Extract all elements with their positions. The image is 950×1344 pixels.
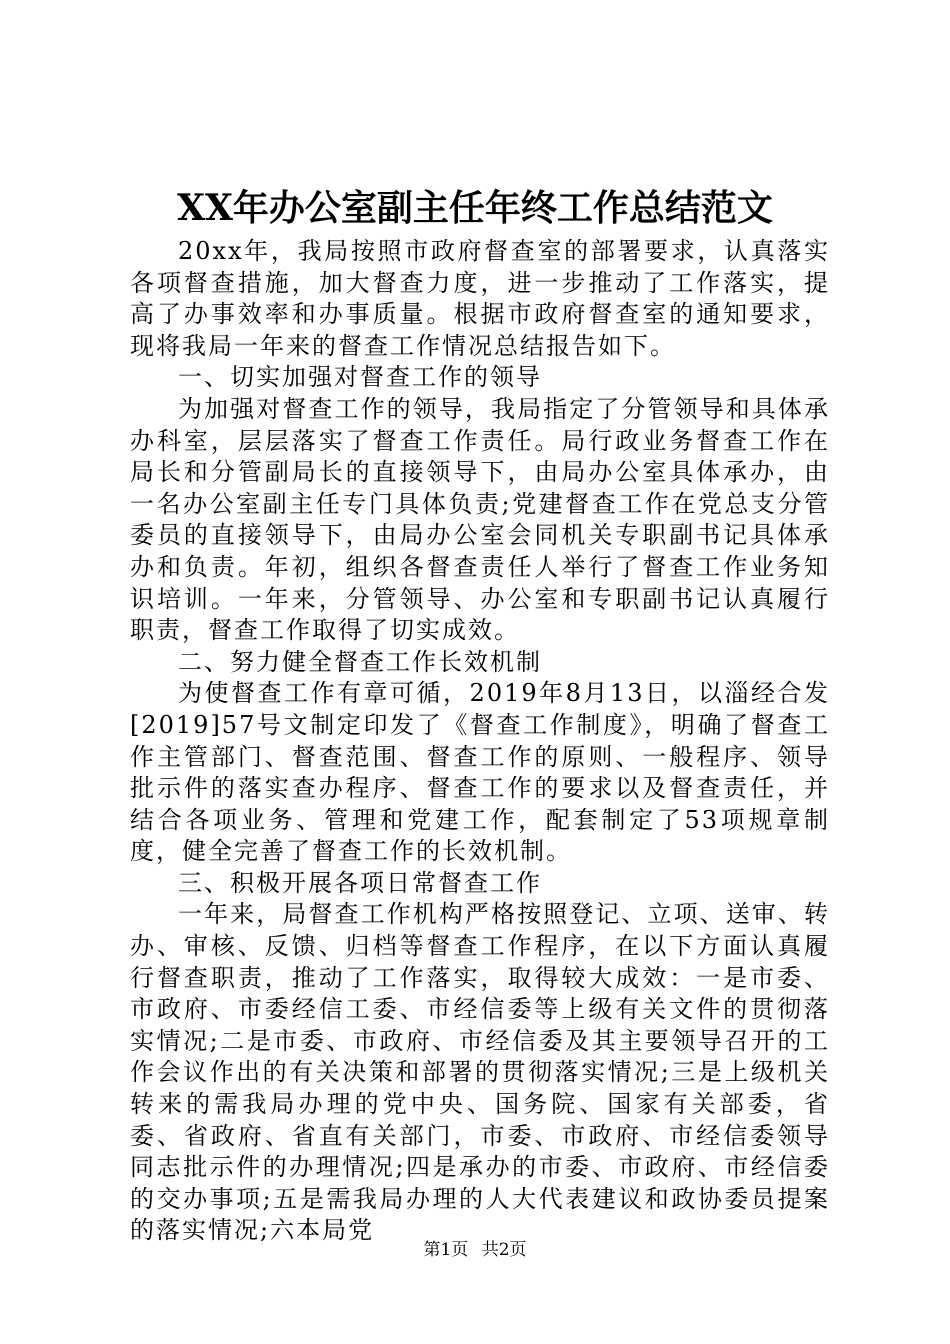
- section-heading-2: 二、努力健全督查工作长效机制: [178, 647, 542, 676]
- paragraph-intro: 20xx年，我局按照市政府督查室的部署要求，认真落实各项督查措施，加大督查力度，进一步推动了工作落实，提高了办事效率和办事质量。根据市政府督查室的通知要求，现将我局一年来的督查工作情况总结报告如下。: [130, 237, 830, 360]
- paragraph-section-3: 一年来，局督查工作机构严格按照登记、立项、送审、转办、审核、反馈、归档等督查工作程序，在以下方面认真履行督查职责，推动了工作落实，取得较大成效：一是市委、市政府、市委经信工委、市经信委等上级有关文件的贯彻落实情况;二是市委、市政府、市经信委及其主要领导召开的工作会议作出的有关决策和部署的贯彻落实情况;三是上级机关转来的需我局办理的党中央、国务院、国家有关部委，省委、省政府、省直有关部门，市委、市政府、市经信委领导同志批示件的办理情况;四是承办的市委、市政府、市经信委的交办事项;五是需我局办理的人大代表建议和政协委员提案的落实情况;六本局党: [130, 900, 830, 1245]
- page-footer: [0, 1238, 950, 1262]
- section-heading-3: 三、积极开展各项日常督查工作: [178, 868, 542, 897]
- page-number-total: 共2页: [481, 1240, 527, 1260]
- paragraph-section-2: 为使督查工作有章可循，2019年8月13日，以淄经合发[2019]57号文制定印发了《督查工作制度》，明确了督查工作主管部门、督查范围、督查工作的原则、一般程序、领导批示件的落实查办程序、督查工作的要求以及督查责任，并结合各项业务、管理和党建工作，配套制定了53项规章制度，健全完善了督查工作的长效机制。: [130, 679, 830, 866]
- page-number-current: 第1页: [423, 1240, 469, 1260]
- document-title: XX年办公室副主任年终工作总结范文: [177, 187, 773, 229]
- section-heading-1: 一、切实加强对督查工作的领导: [178, 363, 542, 392]
- document-body: [130, 236, 830, 1247]
- paragraph-section-1: 为加强对督查工作的领导，我局指定了分管领导和具体承办科室，层层落实了督查工作责任。局行政业务督查工作在局长和分管副局长的直接领导下，由局办公室具体承办，由一名办公室副主任专门具体负责;党建督查工作在党总支分管委员的直接领导下，由局办公室会同机关专职副书记具体承办和负责。年初，组织各督查责任人举行了督查工作业务知识培训。一年来，分管领导、办公室和专职副书记认真履行职责，督查工作取得了切实成效。: [130, 394, 830, 645]
